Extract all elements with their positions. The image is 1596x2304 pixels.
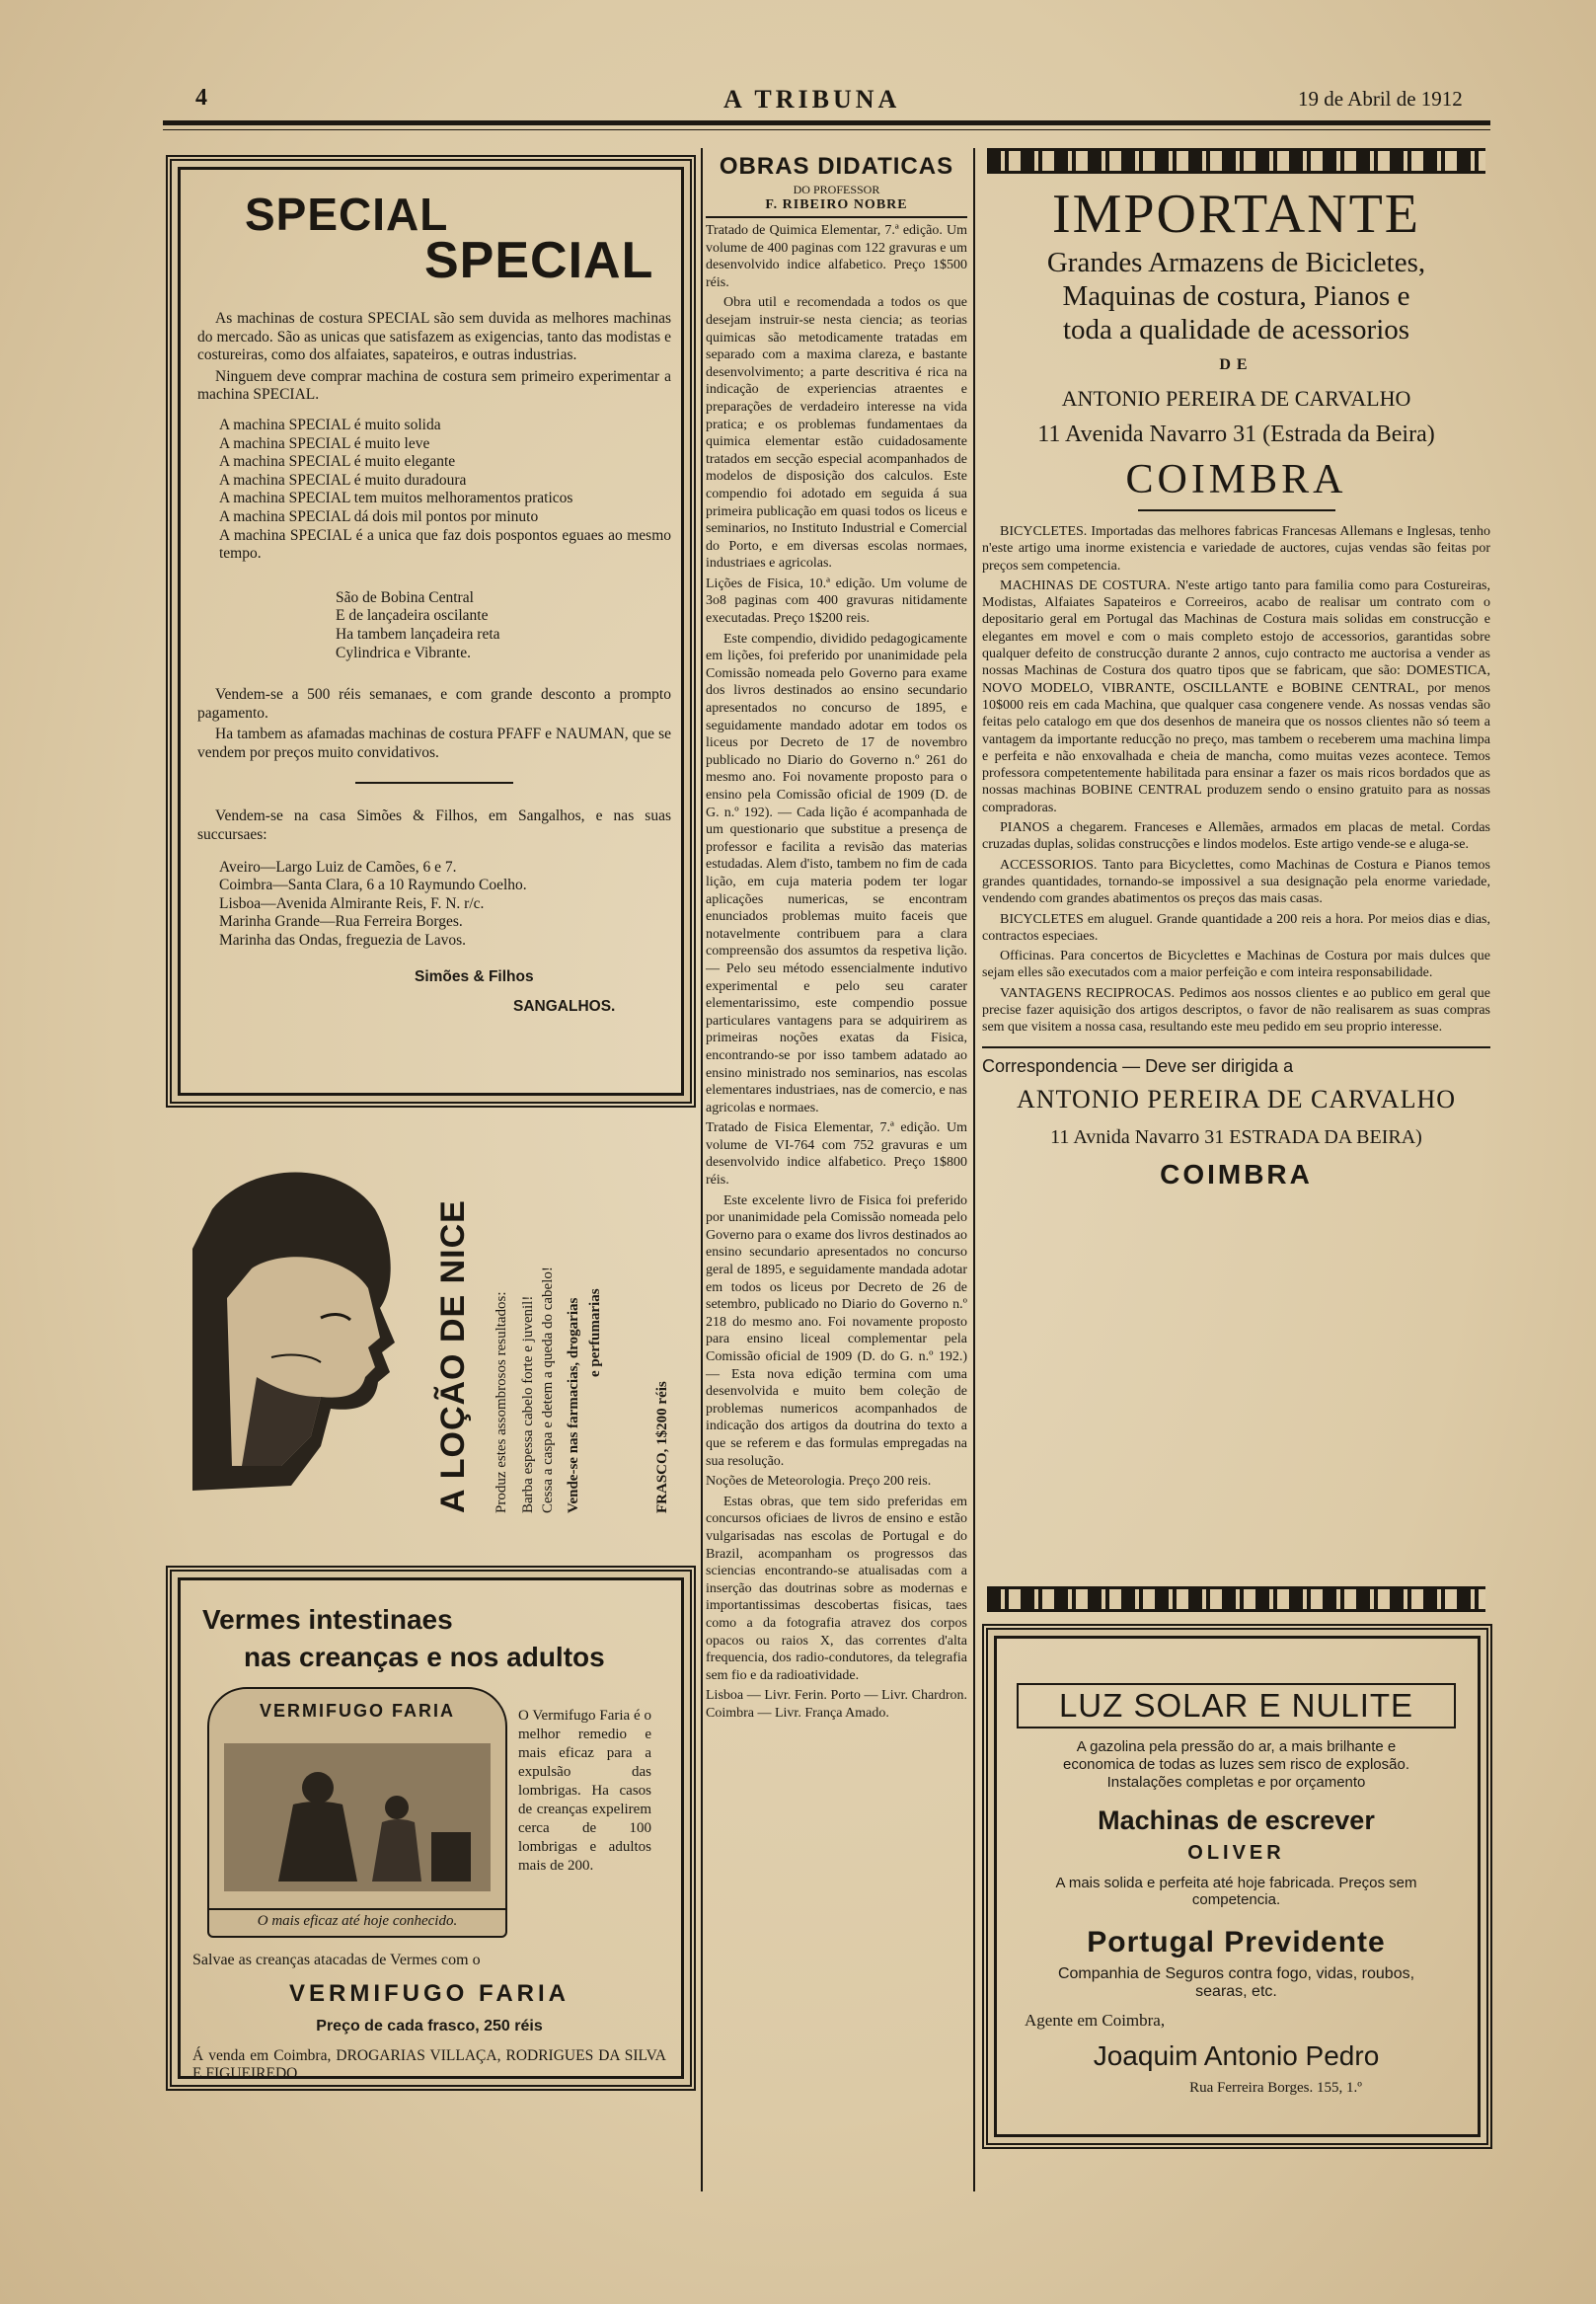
obras-author: F. RIBEIRO NOBRE (706, 197, 967, 218)
vermifugo-label-bottom: O mais eficaz até hoje conhecido. (209, 1908, 505, 1930)
vermes-save: Salvae as creanças atacadas de Vermes com o (192, 1952, 481, 1968)
vermes-body (192, 1687, 666, 1944)
vermes-sale: Á venda em Coimbra, DROGARIAS VILLAÇA, RODRIGUES DA SILVA E FIGUEIREDO. (192, 2046, 666, 2083)
header-rule (163, 120, 1490, 125)
special-divider (355, 782, 513, 784)
special-intro-block (197, 310, 671, 405)
obras-sellers: Lisboa — Livr. Ferin. Porto — Livr. Chardron. Coimbra — Livr. França Amado. (706, 1688, 967, 1721)
obras-p5: Tratado de Fisica Elementar, 7.ª edição. Um volume de VI-764 com 752 gravuras e um desenvolvido indice alfabetico. Preço 1$800 réis. (706, 1120, 967, 1189)
locao-line-4: Vende-se nas farmacias, drogarias (566, 1297, 581, 1513)
special-shop (197, 807, 671, 844)
masthead-title: A TRIBUNA (723, 85, 901, 114)
special-bobbin-list (336, 589, 671, 662)
bobbin-item: Ha tambem lançadeira reta (336, 625, 500, 643)
vermes-brand: VERMIFUGO FARIA (288, 1979, 570, 2007)
locao-price: FRASCO, 1$200 réis (654, 1381, 670, 1513)
special-title-large: SPECIAL (424, 232, 654, 289)
locao-line-3: Cessa a caspa e detem a queda do cabelo! (540, 1267, 556, 1513)
special-signature: Simões & Filhos (415, 967, 534, 985)
vermes-text: O Vermifugo Faria é o melhor remedio e mais eficaz para a expulsão das lombrigas. Ha casos de creanças expelirem cerca de 100 lombrigas e adultos mais de 200. (518, 1708, 651, 1874)
corresp-city: COIMBRA (1160, 1158, 1313, 1190)
importante-vantagens: VANTAGENS RECIPROCAS. Pedimos aos nossos clientes e ao publico em geral que precise fazer aquisição dos artigos descriptos, o favor de não realisarem as suas compras sem que visitem a nossa casa, resultando este meu pedido em seu proprio interesse. (982, 985, 1490, 1036)
locao-ad (173, 1150, 686, 1515)
obras-p1: Tratado de Quimica Elementar, 7.ª edição. Um volume de 400 paginas com 122 gravuras e um desenvolvido indice alfabetico. Preço 1$500 réis. (706, 223, 967, 290)
luz-oliver: OLIVER (1187, 1842, 1285, 1864)
luz-agent-address: Rua Ferreira Borges. 155, 1.º (1189, 2080, 1362, 2096)
importante-accessorios: ACCESSORIOS. Tanto para Bicyclettes, como Machinas de Costura e Pianos temos grandes quantidades, tornando-se impossivel a sua designação pela enorme variedade, vendendo com grandes abatimentos os preços das mais casas. (982, 857, 1490, 907)
luz-previdente: Portugal Previdente (1087, 1926, 1386, 1958)
branch-item: Marinha das Ondas, freguezia de Lavos. (219, 932, 467, 950)
bobbin-item: Cylindrica e Vibrante. (336, 644, 471, 661)
obras-p2: Obra util e recomendada a todos os que desejam instruir-se nesta ciencia; as teorias quimicas são metodicamente tratadas em separado com a maxima clareza, e bastante desenvolvimento; a parte descritiva é rica na indicação de experiencias atraentes e preparações de verdadeiro interesse na vida pratica; e os problemas fundamentaes da quimica elementar estão cuidadosamente tratados em secção especial acompanhados de modelos de disposição dos calculos. Este compendio foi adotado em seguida á sua primeira publicação em quasi todos os liceus e seminarios, no Instituto Industrial e Comercial do Porto, e em diversas escolas normaes, industriaes e agricolas. (706, 295, 967, 572)
importante-bottom-ornament (987, 1586, 1485, 1612)
corresp-name: ANTONIO PEREIRA DE CARVALHO (1016, 1084, 1457, 1114)
obras-didaticas-column (706, 153, 967, 1725)
branch-item: Marinha Grande—Rua Ferreira Borges. (219, 913, 463, 931)
vermes-title-1: Vermes intestinaes (202, 1604, 453, 1635)
special-also: Ha tambem as afamadas machinas de costura PFAFF e NAUMAN, que se vendem por preços muito convidativos. (197, 726, 671, 761)
importante-pianos: PIANOS a chegarem. Franceses e Allemães, armados em placas de metal. Cordas cruzadas duplas, solidas construcções e lindos modelos. Este artigo vende-se e aluga-se. (982, 820, 1490, 853)
importante-sub-1: Grandes Armazens de Bicicletes, (1046, 247, 1426, 278)
branch-item: Lisboa—Avenida Almirante Reis, F. N. r/c. (219, 894, 485, 912)
luz-agent-name: Joaquim Antonio Pedro (1093, 2040, 1380, 2071)
luz-text-3: Companhia de Seguros contra fogo, vidas, roubos, searas, etc. (1057, 1965, 1415, 2000)
family-scene-icon (209, 1733, 505, 1901)
branch-item: Aveiro—Largo Luiz de Camões, 6 e 7. (219, 858, 457, 876)
vermifugo-label-top: VERMIFUGO FARIA (259, 1701, 455, 1721)
corresp-rule (982, 1046, 1490, 1048)
luz-text-1: A gazolina pela pressão do ar, a mais brilhante e economica de todas as luzes sem risco de explosão. Instalações completas e por orçamento (1062, 1738, 1410, 1791)
obras-p4: Este compendio, dividido pedagogicamente em lições, foi preferido por unanimidade pela Comissão nomeada pelo Governo para exame dos livros destinados ao ensino secundario apresentados no concurso de 1895, e seguidamente mandado adotar em todos os liceus por Decreto de 17 de novembro publicado no Diario do Governo n.º 261 do mesmo ano. Foi novamente proposto para o ensino pela Comissão oficial de 1909 (D. de G. n.º 192). — Cada lição é acompanhada de um questionario que substitue a presença de professor e facilita a revisão das materias estudadas. Alem d'isto, tambem no fim de cada lição, em cuja materia podem ter logar aplicações numericas, se encontram enunciados problemas muito faceis que notavelmente contribuem para a clara compreensão dos assumtos da respetiva lição. — Pelo seu método essencialmente indutivo experimental e pelo seu carater elementarissimo, este compendio possue particulares vantagens para se adquirirem as primeiras noções exatas da Fisica, encontrando-se por isso tambem adatado ao ensino ministrado nos seminarios, nas escolas elementares industriaes, nas de comercio, e nas agricolas e normaes. (706, 631, 967, 1115)
luz-ad (1017, 1683, 1456, 2097)
obras-p6: Este excelente livro de Fisica foi preferido por unanimidade pela Comissão nomeada pelo Governo para o exame dos livros destinados ao ensino secundario apresentados no concurso geral de 1895, e seguidamente mandada adotar em todos os liceus por Decreto de 26 de setembro, publicado no Diario do Governo n.º 218 do mesmo ano. Foi novamente proposto para ensino liceal complementar pela Comissão oficial de 1909 (D. do G. n.º 192.) — Esta nova edição termina com uma desenvolvida e muito bem coleção de problemas numericos acompanhados de indicação dos artigos da doutrina do texto a que se referem e das formulas empregadas na sua resolução. (706, 1192, 967, 1469)
importante-officinas: Officinas. Para concertos de Bicyclettes e Machinas de Costura por mais dulces que sejam elles são executados com a maior perfeição e com inteira responsabilidade. (982, 949, 1490, 981)
special-feature-list (219, 417, 671, 564)
importante-aluguel: BICYCLETES em aluguel. Grande quantidade a 200 reis a hora. Por meios dias e dias, contractos especiaes. (982, 911, 1490, 944)
obras-p7: Noções de Meteorologia. Preço 200 reis. (706, 1474, 932, 1490)
man-portrait-illustration (173, 1150, 419, 1515)
page-number: 4 (195, 85, 207, 111)
corresp-address: 11 Avnida Navarro 31 ESTRADA DA BEIRA) (1050, 1125, 1422, 1148)
special-intro: As machinas de costura SPECIAL são sem duvida as melhores machinas do mercado. São as unicas que satisfazem as exigencias, tanto das modistas e costureiras, como dos alfaiates, sapateiros, e outras industrias. (197, 310, 671, 364)
importante-ad (982, 183, 1490, 1190)
feature-item: A machina SPECIAL é a unica que faz dois pospontos eguaes ao mesmo tempo. (219, 526, 671, 563)
obras-p3: Lições de Fisica, 10.ª edição. Um volume de 3o8 paginas com 400 gravuras nitidamente executadas. Preço 1$200 reis. (706, 576, 967, 627)
branch-item: Coimbra—Santa Clara, 6 a 10 Raymundo Coelho. (219, 877, 527, 894)
obras-body (706, 222, 967, 1722)
importante-sub-2: Maquinas de costura, Pianos e (1062, 280, 1410, 312)
luz-agent: Agente em Coimbra, (1025, 2011, 1166, 2030)
special-branch-list (219, 859, 671, 951)
bobbin-item: São de Bobina Central (336, 588, 474, 606)
column-divider-1 (701, 148, 703, 2191)
special-ad (197, 188, 671, 1017)
locao-line-2: Barba espessa cabelo forte e juvenil! (520, 1295, 536, 1513)
header-rule-thin (163, 129, 1490, 130)
feature-item: A machina SPECIAL é muito leve (219, 434, 430, 452)
importante-city: COIMBRA (1125, 457, 1347, 502)
column-divider-2 (973, 148, 975, 2191)
importante-owner: ANTONIO PEREIRA DE CARVALHO (1061, 386, 1411, 411)
vermes-price: Preço de cada frasco, 250 réis (316, 2017, 543, 2035)
importante-title: IMPORTANTE (1051, 184, 1421, 245)
special-sales: Vendem-se a 500 réis semanaes, e com grande desconto a prompto pagamento. (197, 686, 671, 722)
feature-item: A machina SPECIAL é muito duradoura (219, 471, 467, 489)
locao-line-5: e perfumarias (587, 1288, 603, 1377)
importante-top-ornament (987, 148, 1485, 174)
special-shop-text: Vendem-se na casa Simões & Filhos, em Sangalhos, e nas suas succursaes: (197, 807, 671, 844)
special-place: SANGALHOS. (513, 998, 616, 1016)
importante-address: 11 Avenida Navarro 31 (Estrada da Beira) (1037, 422, 1435, 447)
corresp-text: Correspondencia — Deve ser dirigida a (982, 1055, 1294, 1076)
feature-item: A machina SPECIAL tem muitos melhoramentos praticos (219, 490, 573, 507)
luz-title: LUZ SOLAR E NULITE (1017, 1683, 1456, 1728)
importante-divider (1138, 509, 1335, 511)
vermes-title-2: nas creanças e nos adultos (244, 1642, 605, 1672)
special-title-small: SPECIAL (245, 189, 449, 240)
obras-title: OBRAS DIDATICAS (719, 153, 954, 180)
special-intro-2: Ninguem deve comprar machina de costura sem primeiro experimentar a machina SPECIAL. (197, 367, 671, 404)
feature-item: A machina SPECIAL é muito solida (219, 416, 441, 433)
luz-machinas: Machinas de escrever (1098, 1805, 1375, 1835)
locao-title: A LOÇÃO DE NICE (434, 1199, 472, 1513)
vermes-ad (192, 1604, 666, 2084)
importante-machinas: MACHINAS DE COSTURA. N'este artigo tanto para familia como para Costureiras, Modistas, Alfaiates Sapateiros e Correeiros, acabo de realisar um contrato com o depositario geral em Portugal das Machinas de Costura mais solidas em construcção e elegantes em movel e com o mais completo estojo de accessorios, garantidas sobre qualquer defeito de construcção durante 2 annos, cujo contracto me auctorisa a vender as nossas Machinas de Costura dos quatro tipos que se fabricam, que são: DOMESTICA, NOVO MODELO, VIBRANTE, OSCILLANTE e BOBINE CENTRAL, por menos 10$000 reis em cada Machina, que qualquer casa congenere vende. As nossas vendas são feitas pelo catalogo em que dos desenhos de maneira que os nossos clientes não só teem a vantagem da importante reducção no preço, mas tambem o receberem uma machina limpa e perfeita e não enxovalhada e cheia de mancha, como muitas vezes acontece. Temos professora competentemente habilitada para ensinar a fazer os mais ricos bordados que as nossas machinas BOBINE CENTRAL produzem sendo o ensino gratuito para as nossas compradoras. (982, 577, 1490, 815)
special-sales-block (197, 686, 671, 762)
issue-date: 19 de Abril de 1912 (1298, 87, 1463, 111)
importante-bicycletes: BICYCLETES. Importadas das melhores fabricas Francesas Allemans e Inglesas, tenho n'este artigo uma inorme existencia e variedade de auctores, cujas vendas são feitas por preços sem competencia. (982, 524, 1490, 574)
importante-de: DE (1219, 356, 1254, 373)
locao-line-1: Produz estes assombrosos resultados: (494, 1291, 509, 1513)
importante-body (982, 523, 1490, 1037)
vermifugo-label-illustration (207, 1687, 507, 1938)
feature-item: A machina SPECIAL dá dois mil pontos por minuto (219, 507, 539, 525)
obras-sub: DO PROFESSOR (793, 183, 880, 196)
bobbin-item: E de lançadeira oscilante (336, 607, 489, 625)
luz-text-2: A mais solida e perfeita até hoje fabricada. Preços sem competencia. (1055, 1875, 1417, 1908)
feature-item: A machina SPECIAL é muito elegante (219, 453, 456, 471)
importante-sub-3: toda a qualidade de acessorios (1062, 314, 1410, 346)
obras-p8: Estas obras, que tem sido preferidas em concursos oficiaes de livros de ensino e estão vulgarisadas nas escolas de Portugal e do Brazil, acompanham os progressos das sciencias encontrando-se atualisadas com a inserção das doutrinas sobre as modernas e importantissimas descobertas fisicas, taes como a da fotografia atravez dos corpos opacos ou raios X, das correntes d'alta frequencia, dos radio-condutores, da telegrafia sem fio e da radioatividade. (706, 1494, 967, 1683)
